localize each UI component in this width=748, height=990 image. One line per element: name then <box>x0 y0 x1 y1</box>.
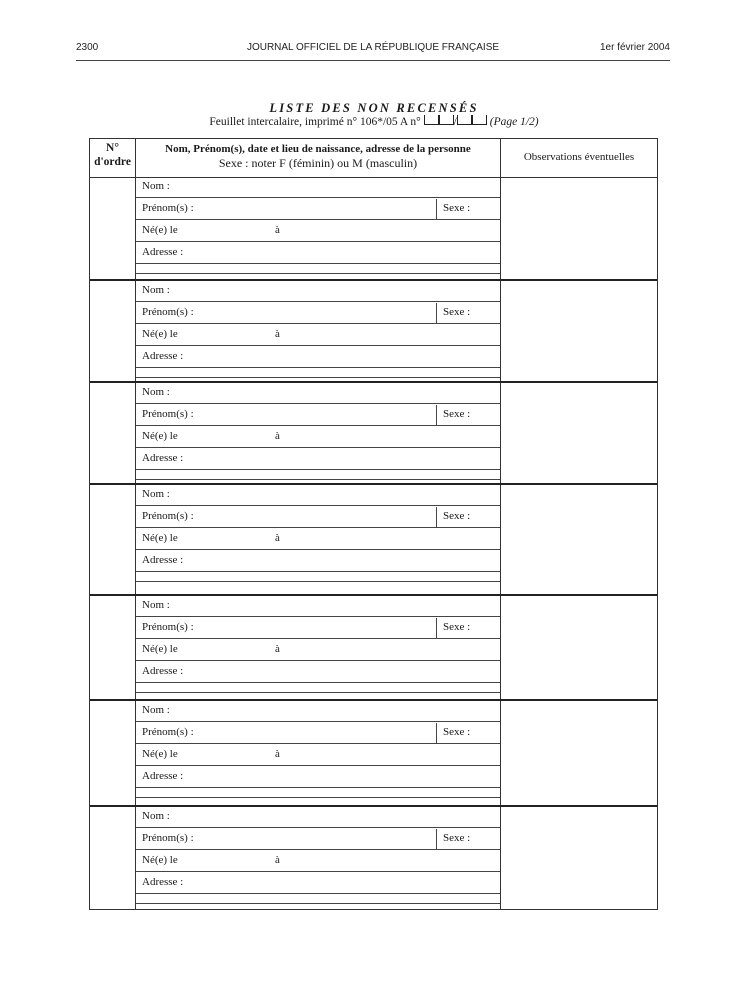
sexe-field[interactable] <box>436 303 501 323</box>
sexe-label: Sexe : <box>443 202 471 214</box>
header-observations: Observations éventuelles <box>523 151 635 163</box>
lieu-naissance-label: à <box>275 854 280 866</box>
adresse-field-label: Adresse : <box>142 350 184 362</box>
subtitle-separator: / <box>453 116 457 128</box>
adresse-field[interactable] <box>136 873 500 894</box>
naissance-field[interactable] <box>136 640 500 661</box>
prenom-field[interactable] <box>136 199 500 220</box>
digit-box <box>457 115 472 125</box>
prenom-field-label: Prénom(s) : <box>142 306 194 318</box>
adresse-field-label: Adresse : <box>142 246 184 258</box>
lieu-naissance-label: à <box>275 532 280 544</box>
naissance-field-label: Né(e) le <box>142 224 178 236</box>
adresse-continuation-line[interactable] <box>136 273 500 274</box>
naissance-field[interactable] <box>136 529 500 550</box>
adresse-continuation-line[interactable] <box>136 797 500 798</box>
digit-box <box>424 115 439 125</box>
naissance-field[interactable] <box>136 851 500 872</box>
naissance-field[interactable] <box>136 745 500 766</box>
running-head <box>76 42 670 58</box>
naissance-field[interactable] <box>136 427 500 448</box>
adresse-field[interactable] <box>136 347 500 368</box>
prenom-field-label: Prénom(s) : <box>142 621 194 633</box>
naissance-field-label: Né(e) le <box>142 643 178 655</box>
subtitle-prefix: Feuillet intercalaire, imprimé n° 106*/05 A n° <box>209 116 421 128</box>
sexe-label: Sexe : <box>443 510 471 522</box>
header-rule <box>76 60 670 61</box>
entry-block <box>90 805 657 913</box>
prenom-field[interactable] <box>136 303 500 324</box>
naissance-field-label: Né(e) le <box>142 532 178 544</box>
entry-block <box>90 381 657 485</box>
prenom-field-label: Prénom(s) : <box>142 832 194 844</box>
prenom-field-label: Prénom(s) : <box>142 510 194 522</box>
naissance-field-label: Né(e) le <box>142 328 178 340</box>
sexe-field[interactable] <box>436 618 501 638</box>
lieu-naissance-label: à <box>275 643 280 655</box>
nom-field[interactable] <box>136 596 500 617</box>
adresse-field-label: Adresse : <box>142 452 184 464</box>
sexe-field[interactable] <box>436 829 501 849</box>
prenom-field[interactable] <box>136 829 500 850</box>
sexe-label: Sexe : <box>443 621 471 633</box>
page-note: (Page 1/2) <box>489 116 539 128</box>
lieu-naissance-label: à <box>275 224 280 236</box>
sexe-label: Sexe : <box>443 832 471 844</box>
entry-block <box>90 594 657 701</box>
sexe-label: Sexe : <box>443 726 471 738</box>
adresse-continuation-line[interactable] <box>136 377 500 378</box>
naissance-field-label: Né(e) le <box>142 854 178 866</box>
entry-block <box>90 699 657 807</box>
nom-field[interactable] <box>136 383 500 404</box>
adresse-field-label: Adresse : <box>142 876 184 888</box>
entry-block <box>90 483 657 596</box>
lieu-naissance-label: à <box>275 430 280 442</box>
entry-block <box>90 177 657 279</box>
nom-field-label: Nom : <box>142 599 170 611</box>
naissance-field[interactable] <box>136 221 500 242</box>
header-ordre-line2: d'ordre <box>94 156 131 168</box>
naissance-field[interactable] <box>136 325 500 346</box>
adresse-field-label: Adresse : <box>142 770 184 782</box>
nom-field[interactable] <box>136 807 500 828</box>
prenom-field[interactable] <box>136 405 500 426</box>
header-ordre-line1: N° <box>106 142 119 154</box>
adresse-continuation-line[interactable] <box>136 479 500 480</box>
prenom-field-label: Prénom(s) : <box>142 202 194 214</box>
adresse-field[interactable] <box>136 243 500 264</box>
lieu-naissance-label: à <box>275 328 280 340</box>
nom-field-label: Nom : <box>142 386 170 398</box>
header-ordre <box>90 141 135 169</box>
adresse-field-label: Adresse : <box>142 554 184 566</box>
digit-box <box>472 115 487 125</box>
nom-field[interactable] <box>136 485 500 506</box>
header-main-line2: Sexe : noter F (féminin) ou M (masculin) <box>218 156 418 170</box>
nom-field-label: Nom : <box>142 704 170 716</box>
sexe-field[interactable] <box>436 199 501 219</box>
adresse-continuation-line[interactable] <box>136 903 500 904</box>
adresse-field-label: Adresse : <box>142 665 184 677</box>
census-table <box>89 138 658 910</box>
publication-date: 1er février 2004 <box>599 42 670 53</box>
lieu-naissance-label: à <box>275 748 280 760</box>
prenom-field[interactable] <box>136 723 500 744</box>
sexe-label: Sexe : <box>443 306 471 318</box>
prenom-field[interactable] <box>136 507 500 528</box>
nom-field[interactable] <box>136 701 500 722</box>
header-main <box>136 142 500 170</box>
entry-block <box>90 279 657 383</box>
nom-field-label: Nom : <box>142 180 170 192</box>
adresse-continuation-line[interactable] <box>136 692 500 693</box>
form-title: LISTE DES NON RECENSÉS <box>269 101 479 115</box>
adresse-field[interactable] <box>136 551 500 572</box>
sexe-field[interactable] <box>436 723 501 743</box>
form-subtitle <box>0 115 748 128</box>
nom-field-label: Nom : <box>142 284 170 296</box>
naissance-field-label: Né(e) le <box>142 430 178 442</box>
table-header <box>90 139 657 178</box>
prenom-field-label: Prénom(s) : <box>142 726 194 738</box>
journal-title: JOURNAL OFFICIEL DE LA RÉPUBLIQUE FRANÇAISE <box>246 42 500 53</box>
prenom-field[interactable] <box>136 618 500 639</box>
nom-field[interactable] <box>136 177 500 198</box>
adresse-continuation-line[interactable] <box>136 581 500 582</box>
sexe-field[interactable] <box>436 507 501 527</box>
page-number: 2300 <box>76 42 99 53</box>
nom-field-label: Nom : <box>142 810 170 822</box>
sexe-field[interactable] <box>436 405 501 425</box>
prenom-field-label: Prénom(s) : <box>142 408 194 420</box>
digit-box <box>439 115 454 125</box>
naissance-field-label: Né(e) le <box>142 748 178 760</box>
sexe-label: Sexe : <box>443 408 471 420</box>
nom-field[interactable] <box>136 281 500 302</box>
header-main-line1: Nom, Prénom(s), date et lieu de naissance, adresse de la personne <box>165 143 471 155</box>
adresse-field[interactable] <box>136 449 500 470</box>
adresse-field[interactable] <box>136 662 500 683</box>
nom-field-label: Nom : <box>142 488 170 500</box>
adresse-field[interactable] <box>136 767 500 788</box>
